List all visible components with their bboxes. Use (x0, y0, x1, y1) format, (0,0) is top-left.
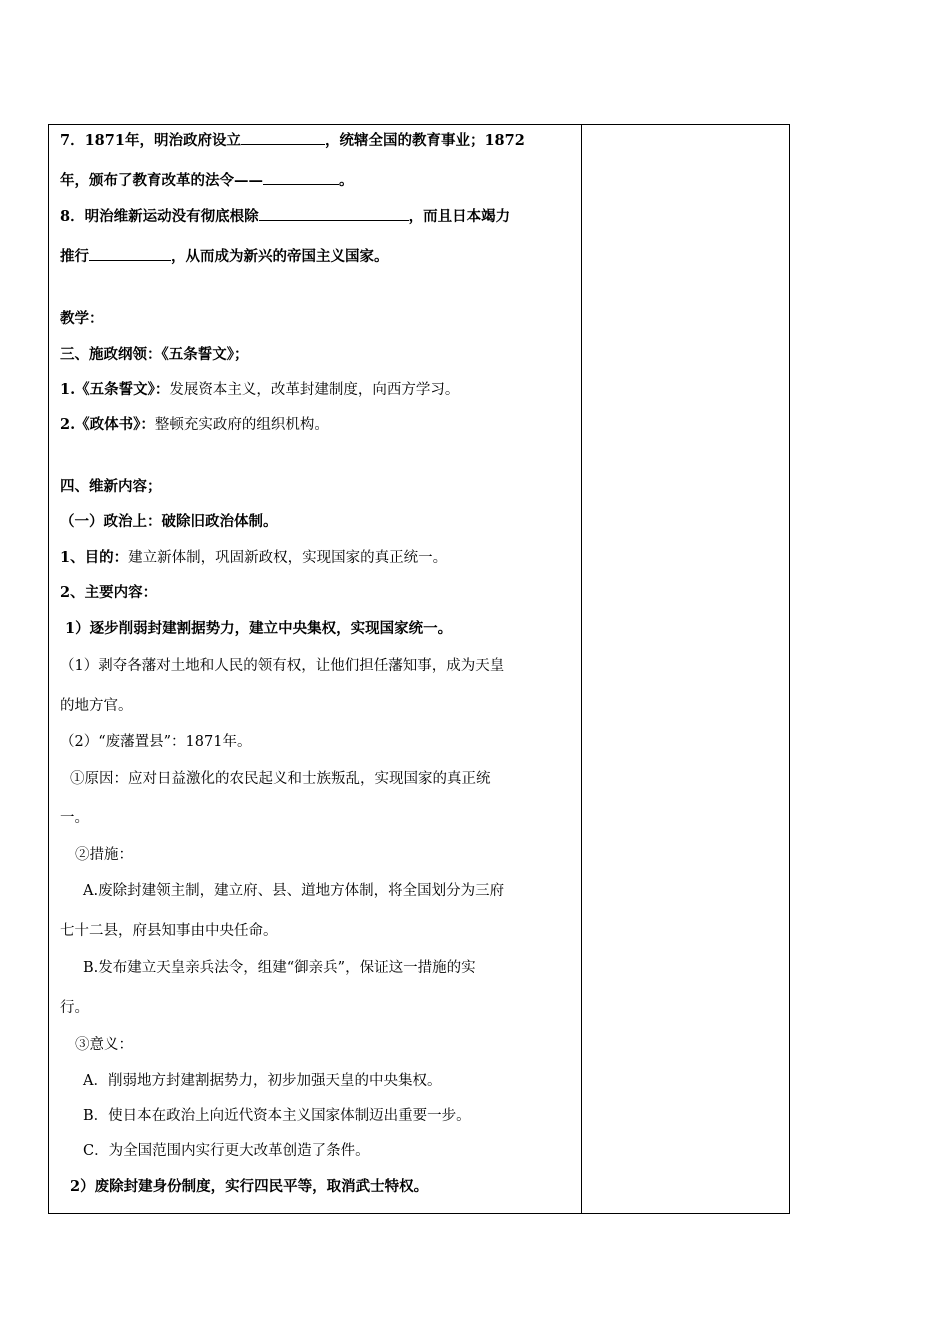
section3-item1-text: 发展资本主义，改革封建制度，向西方学习。 (169, 382, 460, 398)
measureB-line1: B.发布建立天皇亲兵法令，组建“御亲兵”，保证这一措施的实 (83, 960, 476, 976)
purpose-label: 1、目的： (60, 549, 129, 566)
point2: 2）废除封建身份制度，实行四民平等，取消武士特权。 (70, 1178, 429, 1195)
main-content-label: 2、主要内容： (60, 584, 158, 601)
meaningA: A．削弱地方封建割据势力，初步加强天皇的中央集权。 (83, 1073, 442, 1089)
q8-line1 (60, 206, 510, 227)
para2: （2）“废藩置县”：1871年。 (60, 734, 252, 750)
section3-item2-text: 整顿充实政府的组织机构。 (154, 417, 329, 433)
para1-line1: （1）剥夺各藩对土地和人民的领有权，让他们担任藩知事，成为天皇 (60, 658, 505, 674)
measures-label: ②措施： (75, 847, 133, 863)
para1-line2: 的地方官。 (60, 698, 133, 714)
section4-heading: 四、维新内容； (60, 478, 162, 495)
section3-item1-label: 1.《五条誓文》： (60, 381, 170, 398)
q8-text-1: 8．明治维新运动没有彻底根除 (60, 208, 259, 225)
section3-item2 (60, 415, 329, 435)
q8-text-4: ，从而成为新兴的帝国主义国家。 (171, 248, 389, 265)
notes-column (582, 125, 789, 1213)
measureA-line2: 七十二县，府县知事由中央任命。 (60, 923, 278, 939)
measureB-line2: 行。 (60, 1000, 89, 1016)
meaning-label: ③意义： (75, 1037, 133, 1053)
q7-text-2: ，统辖全国的教育事业；1872 (324, 132, 525, 149)
meaningC: C．为全国范围内实行更大改革创造了条件。 (83, 1143, 370, 1159)
purpose-text: 建立新体制，巩固新政权，实现国家的真正统一。 (128, 550, 448, 566)
fill-blank[interactable] (241, 130, 325, 145)
section3-item1 (60, 380, 459, 400)
section4-sub1: （一）政治上：破除旧政治体制。 (60, 513, 278, 530)
section3-heading: 三、施政纲领：《五条誓文》； (60, 346, 249, 363)
fill-blank[interactable] (259, 206, 409, 221)
main-content-column (49, 125, 582, 1213)
section3-item2-label: 2.《政体书》： (60, 416, 155, 433)
fill-blank[interactable] (89, 246, 171, 261)
fill-blank[interactable] (263, 170, 339, 185)
teaching-label: 教学： (60, 310, 104, 327)
reason-line1: ①原因：应对日益激化的农民起义和士族叛乱，实现国家的真正统 (70, 771, 491, 787)
q8-line2 (60, 246, 389, 267)
point1: 1）逐步削弱封建割据势力，建立中央集权，实现国家统一。 (65, 620, 453, 637)
reason-line2: 一。 (60, 810, 89, 826)
q7-text-1: 7．1871年，明治政府设立 (60, 132, 241, 149)
q7-text-4: 。 (339, 172, 354, 189)
section4-purpose (60, 548, 447, 568)
q7-line2 (60, 170, 354, 191)
q7-line1 (60, 130, 525, 151)
q7-text-3: 年，颁布了教育改革的法令—— (60, 172, 263, 189)
q8-text-2: ，而且日本竭力 (408, 208, 511, 225)
worksheet-table (48, 124, 790, 1214)
q8-text-3: 推行 (60, 248, 89, 265)
measureA-line1: A.废除封建领主制，建立府、县、道地方体制，将全国划分为三府 (83, 883, 505, 899)
meaningB: B．使日本在政治上向近代资本主义国家体制迈出重要一步。 (83, 1108, 471, 1124)
